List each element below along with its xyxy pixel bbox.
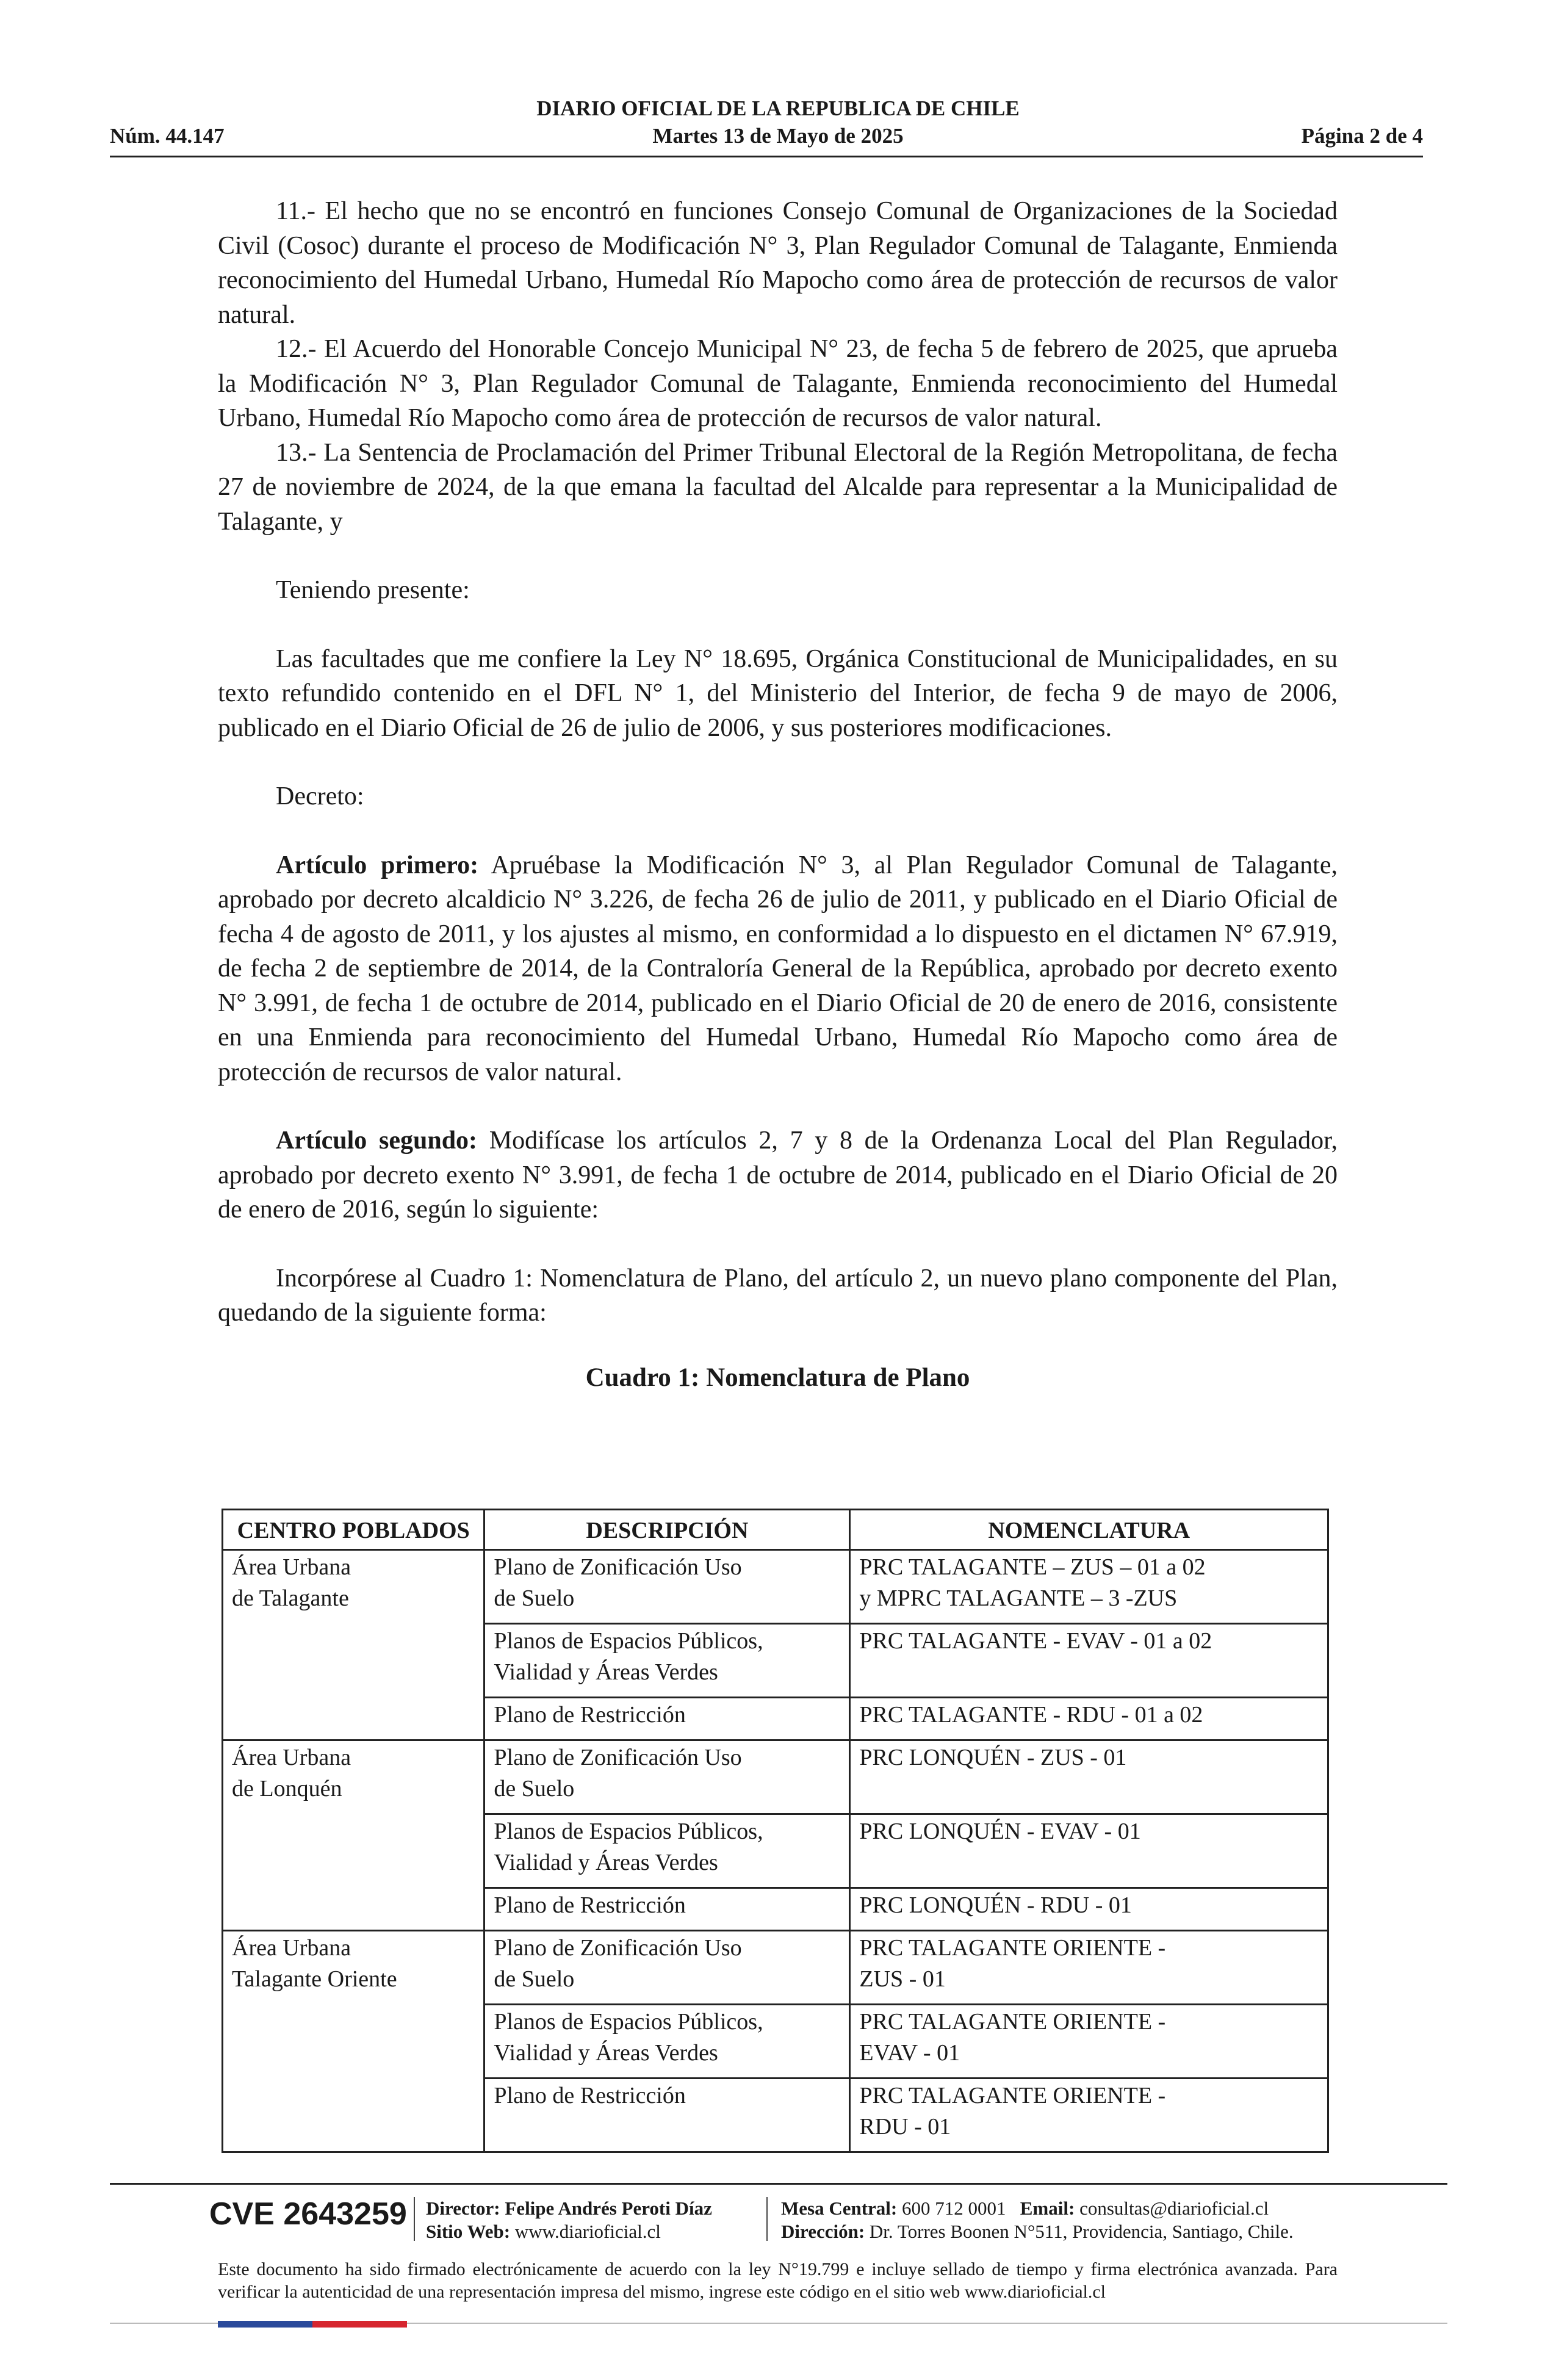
teniendo-presente: Teniendo presente: (276, 576, 470, 604)
nomenclatura-cell: PRC LONQUÉN - EVAV - 01 (850, 1814, 1328, 1888)
director-name: Felipe Andrés Peroti Díaz (505, 2198, 712, 2219)
descripcion-cell: Plano de Restricción (484, 2079, 850, 2152)
phone-number: 600 712 0001 (902, 2198, 1006, 2219)
publication-date: Martes 13 de Mayo de 2025 (652, 124, 904, 148)
nomenclatura-cell: PRC TALAGANTE ORIENTE - ZUS - 01 (850, 1931, 1328, 2005)
nomenclatura-cell: PRC TALAGANTE - EVAV - 01 a 02 (850, 1624, 1328, 1698)
table-row (223, 1931, 1328, 2005)
descripcion-cell: Plano de Zonificación Uso de Suelo (484, 1740, 850, 1814)
paragraph-12: 12.- El Acuerdo del Honorable Concejo Municipal N° 23, de fecha 5 de febrero de 2025, que aprueba la Modificación N° 3, Plan Regulador Comunal de Talagante, Enmienda reconocimiento del Humedal Urbano, Humedal Río Mapocho como área de protección de recursos de valor natural. (218, 335, 1338, 432)
descripcion-cell: Plano de Zonificación Uso de Suelo (484, 1550, 850, 1624)
document-body (218, 194, 1338, 1395)
publication-title: DIARIO OFICIAL DE LA REPUBLICA DE CHILE (536, 96, 1020, 120)
descripcion-cell: Planos de Espacios Públicos, Vialidad y Áreas Verdes (484, 1814, 850, 1888)
flag-bar-red (312, 2321, 407, 2328)
articulo-segundo-text: Modifícase los artículos 2, 7 y 8 de la Ordenanza Local del Plan Regulador, aprobado por decreto exento N° 3.991, de fecha 1 de octubre de 2014, publicado en el Diario Oficial de 20 de enero de 2016, según lo siguiente: (218, 1127, 1338, 1224)
table-caption: Cuadro 1: Nomenclatura de Plano (585, 1363, 970, 1392)
issue-number: Núm. 44.147 (110, 124, 225, 148)
footer-separator (766, 2197, 768, 2241)
column-header: NOMENCLATURA (850, 1510, 1328, 1550)
nomenclatura-cell: PRC LONQUÉN - RDU - 01 (850, 1888, 1328, 1931)
header-divider (110, 156, 1423, 157)
column-header: DESCRIPCIÓN (484, 1510, 850, 1550)
email-link[interactable]: consultas@diarioficial.cl (1079, 2198, 1269, 2219)
paragraph-incorporese: Incorpórese al Cuadro 1: Nomenclatura de Plano, del artículo 2, un nuevo plano componente del Plan, quedando de la siguiente forma: (218, 1264, 1338, 1327)
descripcion-cell: Planos de Espacios Públicos, Vialidad y Áreas Verdes (484, 1624, 850, 1698)
paragraph-11: 11.- El hecho que no se encontró en funciones Consejo Comunal de Organizaciones de la Sociedad Civil (Cosoc) durante el proceso de Modificación N° 3, Plan Regulador Comunal de Talagante, Enmienda reconocimiento del Humedal Urbano, Humedal Río Mapocho como área de protección de recursos de valor natural. (218, 197, 1338, 329)
footer-director-block: Director: Felipe Andrés Peroti Díaz Sitio Web: www.diarioficial.cl (426, 2198, 712, 2242)
descripcion-cell: Plano de Zonificación Uso de Suelo (484, 1931, 850, 2005)
footer-contact-block: Mesa Central: 600 712 0001 Email: consultas@diarioficial.cl Dirección: Dr. Torres Boonen N°511, Providencia, Santiago, Chile. (781, 2198, 1294, 2242)
nomenclatura-cell: PRC TALAGANTE - RDU - 01 a 02 (850, 1698, 1328, 1740)
page-indicator: Página 2 de 4 (1301, 124, 1423, 148)
descripcion-cell: Planos de Espacios Públicos, Vialidad y Áreas Verdes (484, 2005, 850, 2079)
articulo-primero-text: Apruébase la Modificación N° 3, al Plan Regulador Comunal de Talagante, aprobado por decreto alcaldicio N° 3.226, de fecha 26 de julio de 2011, y publicado en el Diario Oficial de fecha 4 de agosto de 2011, y los ajustes al mismo, en conformidad a lo dispuesto en el dictamen N° 67.919, de fecha 2 de septiembre de 2014, de la Contraloría General de la República, aprobado por decreto exento N° 3.991, de fecha 1 de octubre de 2014, publicado en el Diario Oficial de 20 de enero de 2016, consistente en una Enmienda para reconocimiento del Humedal Urbano, Humedal Río Mapocho como área de protección de recursos de valor natural. (218, 851, 1338, 1086)
table-row (223, 1740, 1328, 1814)
descripcion-cell: Plano de Restricción (484, 1698, 850, 1740)
nomenclatura-cell: PRC TALAGANTE ORIENTE - RDU - 01 (850, 2079, 1328, 2152)
cve-code: CVE 2643259 (209, 2196, 407, 2232)
table-row (223, 1550, 1328, 1624)
descripcion-cell: Plano de Restricción (484, 1888, 850, 1931)
nomenclatura-cell: PRC TALAGANTE – ZUS – 01 a 02 y MPRC TALAGANTE – 3 -ZUS (850, 1550, 1328, 1624)
paragraph-13: 13.- La Sentencia de Proclamación del Primer Tribunal Electoral de la Región Metropolitana, de fecha 27 de noviembre de 2024, de la que emana la facultad del Alcalde para representar a la Municipalidad de Talagante, y (218, 438, 1338, 536)
paragraph-facultades: Las facultades que me confiere la Ley N° 18.695, Orgánica Constitucional de Municipalidades, en su texto refundido contenido en el DFL N° 1, del Ministerio del Interior, de fecha 9 de mayo de 2006, publicado en el Diario Oficial de 26 de julio de 2006, y sus posteriores modificaciones. (218, 644, 1338, 742)
nomenclatura-table (222, 1509, 1329, 2153)
nomenclatura-cell: PRC LONQUÉN - ZUS - 01 (850, 1740, 1328, 1814)
articulo-primero-label: Artículo primero: (276, 851, 479, 879)
centro-poblado-cell: Área Urbana de Talagante (223, 1550, 484, 1740)
centro-poblado-cell: Área Urbana Talagante Oriente (223, 1931, 484, 2152)
centro-poblado-cell: Área Urbana de Lonquén (223, 1740, 484, 1931)
articulo-segundo (218, 1123, 1338, 1227)
footer-separator (414, 2197, 415, 2241)
footer-divider (110, 2183, 1447, 2185)
nomenclatura-cell: PRC TALAGANTE ORIENTE - EVAV - 01 (850, 2005, 1328, 2079)
articulo-segundo-label: Artículo segundo: (276, 1127, 478, 1155)
address: Dr. Torres Boonen N°511, Providencia, Santiago, Chile. (869, 2221, 1294, 2242)
flag-bar-blue (218, 2321, 312, 2328)
website-link[interactable]: www.diarioficial.cl (514, 2221, 661, 2242)
decreto-heading: Decreto: (276, 782, 364, 810)
articulo-primero (218, 848, 1338, 1090)
footer-legal-note: Este documento ha sido firmado electrónicamente de acuerdo con la ley N°19.799 e incluye sellado de tiempo y firma electrónica avanzada. Para verificar la autenticidad de una representación impresa del mismo, ingrese este código en el sitio web www.diarioficial.cl (218, 2259, 1338, 2302)
column-header: CENTRO POBLADOS (223, 1510, 484, 1550)
table-header-row (223, 1510, 1328, 1550)
